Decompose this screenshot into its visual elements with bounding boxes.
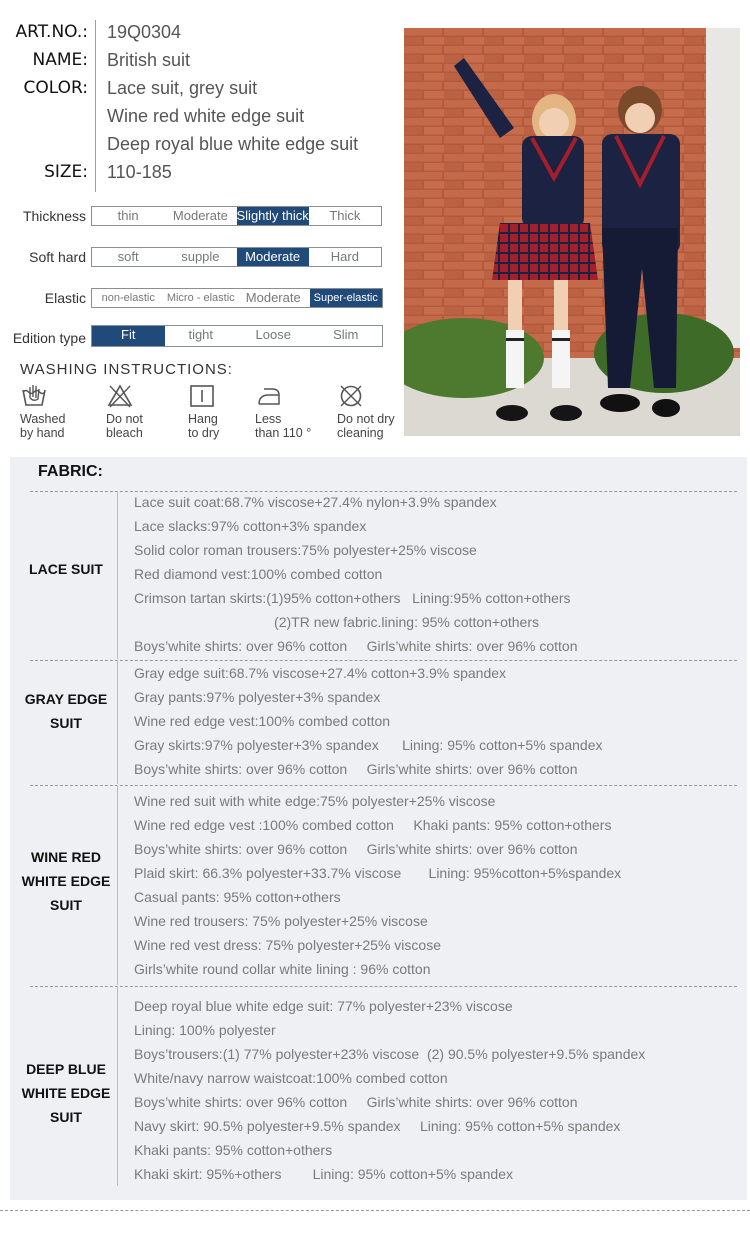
hang-dry-icon <box>188 383 216 409</box>
scale-option: tight <box>188 327 214 342</box>
fabric-line: Solid color roman trousers:75% polyester+25% viscose <box>134 542 477 558</box>
edition-type-label: Edition type <box>12 330 86 346</box>
thickness-label: Thickness <box>22 208 86 224</box>
scale-option: Moderate <box>245 290 301 305</box>
name-label: NAME: <box>32 50 88 70</box>
scale-option: Hard <box>330 249 359 264</box>
scale-option-selected: Fit <box>92 326 165 346</box>
no-dry-clean-icon <box>337 383 365 409</box>
scale-option: Loose <box>255 327 291 342</box>
fabric-line: (2)TR new fabric.lining: 95% cotton+others <box>134 614 539 630</box>
product-photo <box>404 28 740 436</box>
divider <box>30 986 737 987</box>
elastic-label: Elastic <box>44 290 86 306</box>
wash-label: bleach <box>106 426 143 440</box>
wash-label: cleaning <box>337 426 384 440</box>
elastic-scale <box>91 288 383 308</box>
color-label: COLOR: <box>23 78 88 98</box>
section-title-gray-edge-suit: GRAY EDGE SUIT <box>24 691 108 731</box>
color-value: Lace suit, grey suit <box>107 78 258 98</box>
wash-label: to dry <box>188 426 220 440</box>
wash-item <box>255 383 325 440</box>
scale-option-selected: Moderate <box>237 248 309 266</box>
fabric-line: Khaki skirt: 95%+others Lining: 95% cotton+5% spandex <box>134 1166 513 1182</box>
wash-label: Less <box>255 412 282 426</box>
wash-item <box>188 383 258 440</box>
wash-item <box>20 383 90 440</box>
hand-wash-icon <box>20 383 48 409</box>
fabric-line: Wine red suit with white edge:75% polyester+25% viscose <box>134 793 496 809</box>
section-title-wine-red-suit: WINE RED WHITE EDGE SUIT <box>21 849 111 913</box>
section-lines-lace-suit <box>134 490 578 658</box>
fabric-line: Crimson tartan skirts:(1)95% cotton+others Lining:95% cotton+others <box>134 590 571 606</box>
scale-option: thin <box>117 208 139 223</box>
scale-option: Micro - elastic <box>166 292 235 304</box>
spec-divider <box>95 20 96 192</box>
fabric-line: Deep royal blue white edge suit: 77% polyester+23% viscose <box>134 998 513 1014</box>
scale-option-selected: Slightly thick <box>236 208 309 223</box>
fabric-line: Plaid skirt: 66.3% polyester+33.7% viscose Lining: 95%cotton+5%spandex <box>134 865 622 881</box>
fabric-line: Boys’white shirts: over 96% cotton Girls’white shirts: over 96% cotton <box>134 761 578 777</box>
fabric-line: Wine red edge vest :100% combed cotton Khaki pants: 95% cotton+others <box>134 817 612 833</box>
fabric-line: Gray pants:97% polyester+3% spandex <box>134 689 381 705</box>
wash-label: than 110 ° <box>255 426 312 440</box>
scale-option: supple <box>181 249 220 264</box>
size-value: 110-185 <box>107 162 172 182</box>
fabric-line: Gray edge suit:68.7% viscose+27.4% cotton+3.9% spandex <box>134 665 507 681</box>
soft-hard-scale <box>91 247 382 267</box>
wash-label: Washed <box>20 412 66 426</box>
scale-option: non-elastic <box>101 292 155 304</box>
scale-option: Slim <box>333 327 359 342</box>
fabric-line: Boys’trousers:(1) 77% polyester+23% viscose (2) 90.5% polyester+9.5% spandex <box>134 1046 646 1062</box>
scale-option: Moderate <box>172 208 228 223</box>
fabric-line: Casual pants: 95% cotton+others <box>134 889 341 905</box>
section-lines-deep-blue-suit <box>134 994 645 1186</box>
fabric-line: Navy skirt: 90.5% polyester+9.5% spandex Lining: 95% cotton+5% spandex <box>134 1118 621 1134</box>
fabric-line: Khaki pants: 95% cotton+others <box>134 1142 333 1158</box>
no-bleach-icon <box>106 383 134 409</box>
fabric-line: Lining: 100% polyester <box>134 1022 276 1038</box>
fabric-line: Wine red edge vest:100% combed cotton <box>134 713 391 729</box>
color-value: Wine red white edge suit <box>107 106 305 126</box>
divider <box>30 785 737 786</box>
fabric-line: Lace suit coat:68.7% viscose+27.4% nylon+3.9% spandex <box>134 494 497 510</box>
fabric-title: FABRIC: <box>38 463 103 480</box>
soft-hard-label: Soft hard <box>29 249 86 265</box>
wash-item <box>337 383 407 440</box>
fabric-line: Red diamond vest:100% combed cotton <box>134 566 383 582</box>
section-lines-wine-red-suit <box>134 789 621 981</box>
fabric-line: Wine red vest dress: 75% polyester+25% viscose <box>134 937 441 953</box>
fabric-line: Wine red trousers: 75% polyester+25% viscose <box>134 913 428 929</box>
wash-label: Do not dry <box>337 412 395 426</box>
wash-label: by hand <box>20 426 65 440</box>
name-value: British suit <box>107 50 191 70</box>
fabric-panel <box>10 457 747 1200</box>
scale-option: soft <box>117 249 139 264</box>
children-uniform-photo <box>404 28 740 436</box>
scale-option-selected: Super-elastic <box>310 289 383 307</box>
scale-option: Thick <box>329 208 361 223</box>
iron-icon <box>255 383 283 409</box>
fabric-line: Lace slacks:97% cotton+3% spandex <box>134 518 367 534</box>
fabric-line: Girls’white round collar white lining : 96% cotton <box>134 961 431 977</box>
section-lines-gray-edge-suit <box>134 661 603 781</box>
washing-title: WASHING INSTRUCTIONS: <box>20 361 233 378</box>
size-label: SIZE: <box>44 162 88 182</box>
fabric-line: White/navy narrow waistcoat:100% combed cotton <box>134 1070 448 1086</box>
fabric-line: Boys’white shirts: over 96% cotton Girls’white shirts: over 96% cotton <box>134 841 578 857</box>
wash-label: Hang <box>188 412 218 426</box>
fabric-line: Boys’white shirts: over 96% cotton Girls’white shirts: over 96% cotton <box>134 1094 578 1110</box>
thickness-scale <box>91 206 382 226</box>
bottom-divider <box>0 1210 750 1211</box>
section-title-lace-suit: LACE SUIT <box>29 561 103 577</box>
color-value: Deep royal blue white edge suit <box>107 134 359 154</box>
art-no-label: ART.NO.: <box>15 22 88 42</box>
fabric-line: Boys’white shirts: over 96% cotton Girls’white shirts: over 96% cotton <box>134 638 578 654</box>
wash-label: Do not <box>106 412 143 426</box>
art-no-value: 19Q0304 <box>107 22 182 42</box>
wash-item <box>106 383 176 440</box>
section-title-deep-blue-suit: DEEP BLUE WHITE EDGE SUIT <box>21 1061 111 1125</box>
fabric-line: Gray skirts:97% polyester+3% spandex Lining: 95% cotton+5% spandex <box>134 737 603 753</box>
edition-type-scale <box>91 325 383 347</box>
